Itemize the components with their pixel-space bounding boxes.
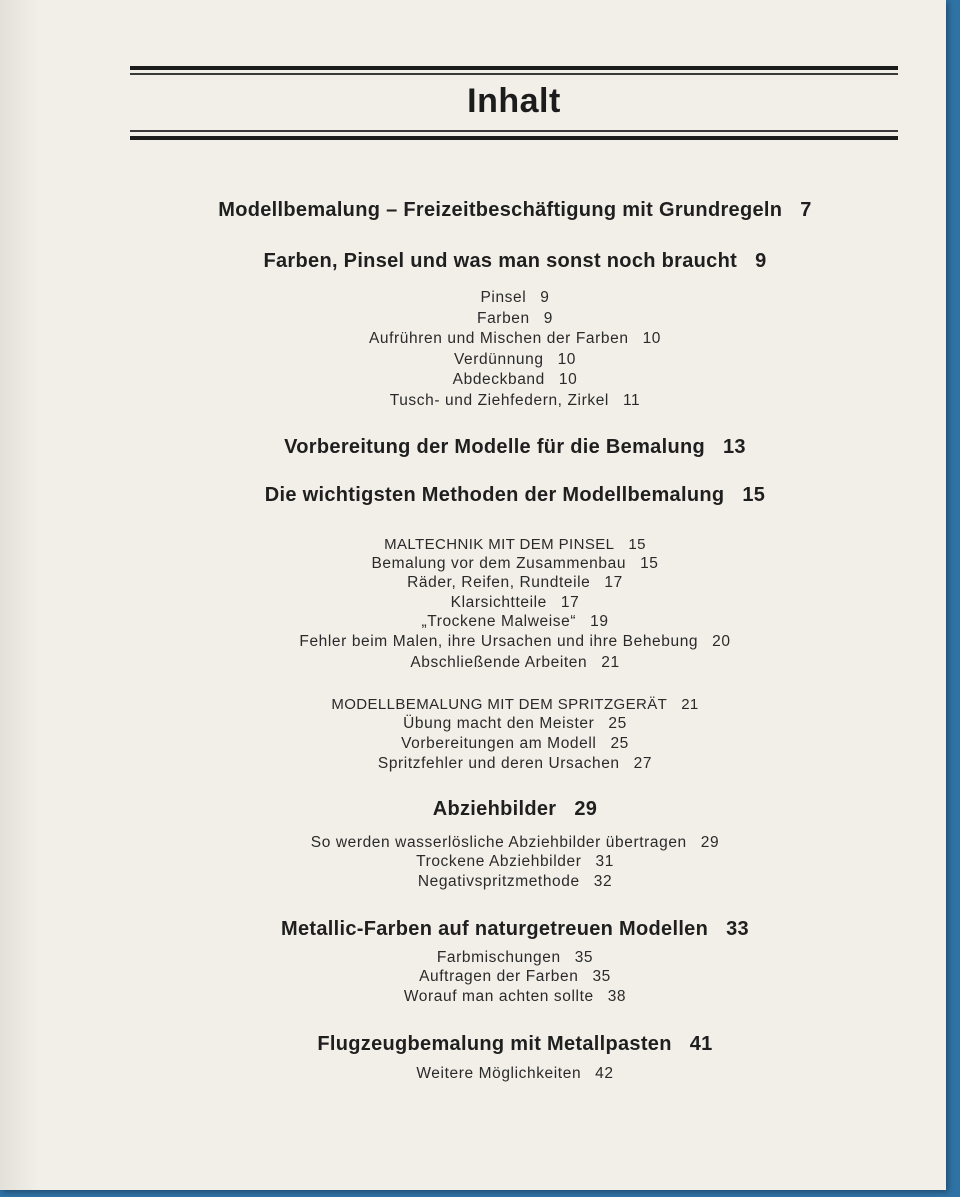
toc-section xyxy=(110,1033,920,1056)
bottom-rule-thick xyxy=(130,136,898,140)
toc-page-number: 17 xyxy=(560,594,580,611)
toc-item xyxy=(110,574,920,592)
toc-entry-text: Klarsichtteile xyxy=(450,594,547,611)
toc-page-number: 10 xyxy=(557,351,577,368)
toc-page-number: 21 xyxy=(601,654,620,671)
toc-item xyxy=(110,289,920,307)
toc-page-number: 35 xyxy=(574,949,594,966)
toc-page-number: 13 xyxy=(723,436,746,458)
toc-section xyxy=(110,199,920,222)
toc-item xyxy=(110,853,920,871)
page-shadow xyxy=(0,0,40,1190)
toc-page-number: 35 xyxy=(592,968,611,985)
toc-section xyxy=(110,250,920,273)
toc-page-number: 7 xyxy=(800,199,812,221)
toc-entry-text: Übung macht den Meister xyxy=(403,715,595,732)
toc-entry-text: Trockene Abziehbilder xyxy=(416,853,582,870)
toc-page-number: 25 xyxy=(608,715,627,732)
toc-entry-text: Aufrühren und Mischen der Farben xyxy=(368,330,629,347)
toc-subsection xyxy=(110,696,920,713)
toc-page-number: 33 xyxy=(726,918,749,940)
toc-entry-text: Modellbemalung – Freizeitbeschäftigung mit Grundregeln xyxy=(218,199,783,221)
toc-page-number: 21 xyxy=(681,696,699,713)
toc-item xyxy=(110,371,920,389)
toc-page-number: 15 xyxy=(628,536,646,553)
toc-item xyxy=(110,715,920,733)
toc-entry-text: Vorbereitung der Modelle für die Bemalung xyxy=(284,436,705,458)
toc-item xyxy=(110,1065,920,1083)
toc-entry-text: Abschließende Arbeiten xyxy=(410,654,588,671)
toc-page-number: 15 xyxy=(742,484,766,506)
top-rule-thick xyxy=(130,66,898,70)
toc-entry-text: Auftragen der Farben xyxy=(419,968,579,985)
toc-entry-text: So werden wasserlösliche Abziehbilder übertragen xyxy=(310,834,687,851)
toc-page-number: 29 xyxy=(574,798,598,820)
toc-page-number: 9 xyxy=(543,310,553,327)
toc-entry-text: Vorbereitungen am Modell xyxy=(401,735,597,752)
toc-item xyxy=(110,988,920,1006)
toc-page-number: 41 xyxy=(689,1033,713,1055)
toc-item xyxy=(110,555,920,573)
toc-entry-text: Pinsel xyxy=(480,289,527,306)
toc-page-number: 20 xyxy=(712,633,731,650)
toc-item xyxy=(110,654,920,672)
toc-item xyxy=(110,755,920,773)
toc-page-number: 11 xyxy=(622,392,641,409)
toc-entry-text: Worauf man achten sollte xyxy=(403,988,594,1005)
toc-entry-text: Abziehbilder xyxy=(432,798,557,820)
toc-page-number: 32 xyxy=(593,873,613,890)
toc-page-number: 19 xyxy=(590,613,609,630)
toc-item xyxy=(110,310,920,328)
toc-page-number: 15 xyxy=(640,555,659,572)
toc-item xyxy=(110,873,920,891)
bottom-rule-thin xyxy=(130,130,898,132)
toc-item xyxy=(110,594,920,612)
toc-entry-text: Verdünnung xyxy=(453,351,544,368)
toc-page-number: 29 xyxy=(700,834,720,851)
toc-page-number: 9 xyxy=(540,289,550,306)
toc-section xyxy=(110,436,920,459)
toc-page-number: 25 xyxy=(610,735,629,752)
toc-entry-text: Tusch- und Ziehfedern, Zirkel xyxy=(389,392,609,409)
toc-page-number: 10 xyxy=(558,371,578,388)
toc-item xyxy=(110,392,920,410)
toc-entry-text: Weitere Möglichkeiten xyxy=(416,1065,582,1082)
toc-entry-text: „Trockene Malweise“ xyxy=(421,613,577,630)
toc-entry-text: Flugzeugbemalung mit Metallpasten xyxy=(317,1033,672,1055)
toc-entry-text: Die wichtigsten Methoden der Modellbemalung xyxy=(264,484,725,506)
toc-entry-text: Farbmischungen xyxy=(436,949,561,966)
toc-entry-text: Farben, Pinsel und was man sonst noch braucht xyxy=(263,250,738,272)
toc-section xyxy=(110,918,920,941)
toc-page-number: 10 xyxy=(642,330,662,347)
toc-item xyxy=(110,613,920,631)
page-title: Inhalt xyxy=(467,82,561,120)
toc-page-number: 31 xyxy=(595,853,614,870)
toc-page-number: 17 xyxy=(604,574,623,591)
toc-entry-text: Räder, Reifen, Rundteile xyxy=(407,574,591,591)
toc-page-number: 42 xyxy=(595,1065,614,1082)
toc-entry-text: Fehler beim Malen, ihre Ursachen und ihre Behebung xyxy=(299,633,699,650)
toc-entry-text: Abdeckband xyxy=(452,371,545,388)
toc-entry-text: Spritzfehler und deren Ursachen xyxy=(377,755,620,772)
toc-subsection xyxy=(110,536,920,553)
toc-entry-text: Farben xyxy=(477,310,530,327)
toc-entry-text: Bemalung vor dem Zusammenbau xyxy=(371,555,627,572)
top-rule-thin xyxy=(130,73,898,75)
toc-page-number: 9 xyxy=(755,250,767,272)
toc-section xyxy=(110,798,920,821)
toc-page-number: 27 xyxy=(633,755,653,772)
toc-item xyxy=(110,633,920,651)
toc-page-number: 38 xyxy=(607,988,627,1005)
toc-item xyxy=(110,351,920,369)
toc-entry-text: MODELLBEMALUNG MIT DEM SPRITZGERÄT xyxy=(331,696,668,713)
toc-entry-text: Metallic-Farben auf naturgetreuen Modellen xyxy=(281,918,709,940)
toc-item xyxy=(110,735,920,753)
toc-entry-text: Negativspritzmethode xyxy=(417,873,580,890)
toc-item xyxy=(110,968,920,986)
toc-item xyxy=(110,834,920,852)
toc-item xyxy=(110,949,920,967)
toc-item xyxy=(110,330,920,348)
toc-entry-text: MALTECHNIK MIT DEM PINSEL xyxy=(384,536,615,553)
toc-section xyxy=(110,484,920,507)
